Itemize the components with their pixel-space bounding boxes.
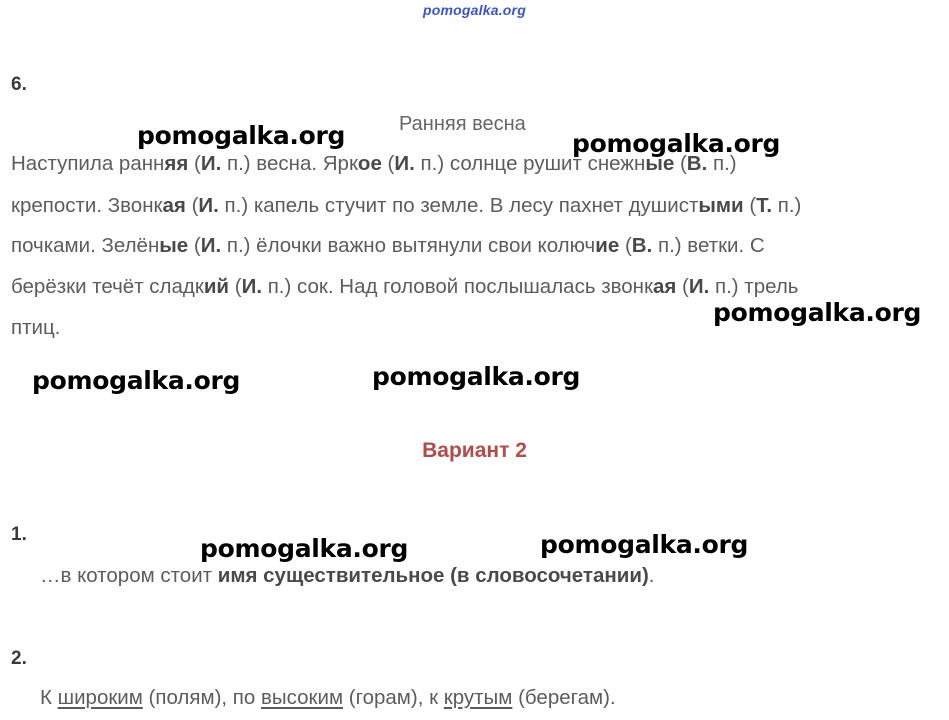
watermark: pomogalka.org — [372, 362, 581, 391]
text-segment: п.) трель — [709, 275, 799, 298]
task-2-number: 2. — [11, 648, 27, 669]
watermark: pomogalka.org — [32, 366, 241, 395]
text-segment: ( — [185, 194, 199, 217]
watermark: pomogalka.org — [713, 298, 922, 327]
text-segment: ( — [229, 275, 242, 298]
bold-text: В. — [631, 234, 653, 257]
underlined-word: крутым — [443, 686, 513, 709]
text-segment: (берегам). — [512, 686, 616, 709]
watermark: pomogalka.org — [200, 534, 409, 563]
underlined-word: широким — [57, 686, 143, 709]
text-segment: ( — [619, 234, 632, 257]
text-segment: ( — [674, 152, 687, 175]
text-segment: почками. Зелён — [11, 234, 160, 257]
watermark: pomogalka.org — [572, 129, 781, 158]
text-segment: п.) — [707, 152, 737, 175]
text-segment: берёзки течёт сладк — [11, 275, 204, 298]
bold-text: И. — [200, 152, 222, 175]
text-segment: птиц. — [11, 316, 61, 339]
text-segment: (горам), к — [343, 686, 444, 709]
text-title: Ранняя весна — [399, 113, 526, 135]
variant-heading: Вариант 2 — [422, 439, 527, 462]
top-watermark: pomogalka.org — [423, 2, 526, 18]
bold-text: ые — [159, 234, 189, 257]
bold-text: И. — [198, 194, 219, 217]
bold-text: ая — [162, 194, 186, 217]
text-segment: …в котором стоит — [40, 564, 218, 587]
text-segment: п.) сок. Над головой послышалась звонк — [262, 275, 653, 298]
paragraph-line — [11, 152, 941, 176]
bold-text: ая — [652, 275, 677, 298]
bold-text: И. — [688, 275, 710, 298]
text-segment: п.) ветки. С — [652, 234, 765, 257]
text-segment: ( — [188, 152, 201, 175]
text-segment: (полям), по — [142, 686, 262, 709]
task-1-answer — [40, 564, 655, 588]
text-segment: п.) солнце рушит снежн — [414, 152, 646, 175]
text-segment: п.) весна. Ярк — [221, 152, 358, 175]
text-segment: Наступила ранн — [11, 152, 165, 175]
paragraph-line — [11, 275, 941, 299]
text-segment: п.) ёлочки важно вытянули свои колюч — [221, 234, 596, 257]
bold-text: имя существительное (в словосочетании) — [217, 564, 649, 587]
bold-text: ий — [203, 275, 230, 298]
paragraph-line — [11, 234, 941, 258]
bold-text: И. — [241, 275, 263, 298]
bold-text: Т. — [756, 194, 773, 217]
task-2-answer — [40, 686, 616, 710]
text-segment: крепости. Звонк — [11, 194, 163, 217]
text-segment: п.) — [772, 194, 802, 217]
watermark: pomogalka.org — [137, 121, 346, 150]
bold-text: ое — [357, 152, 382, 175]
bold-text: ые — [645, 152, 675, 175]
paragraph-line — [11, 194, 941, 218]
bold-text: яя — [164, 152, 189, 175]
task-1-number: 1. — [11, 524, 27, 545]
bold-text: ыми — [698, 194, 744, 217]
text-segment: ( — [676, 275, 689, 298]
bold-text: ие — [595, 234, 620, 257]
text-segment: ( — [188, 234, 201, 257]
bold-text: И. — [200, 234, 222, 257]
task-6-number: 6. — [11, 74, 27, 95]
bold-text: В. — [686, 152, 708, 175]
text-segment: . — [648, 564, 655, 587]
text-segment: К — [40, 686, 58, 709]
watermark: pomogalka.org — [540, 530, 749, 559]
underlined-word: высоким — [261, 686, 344, 709]
text-segment: ( — [381, 152, 395, 175]
bold-text: И. — [394, 152, 415, 175]
text-segment: ( — [743, 194, 757, 217]
text-segment: п.) капель стучит по земле. В лесу пахнет душист — [218, 194, 699, 217]
